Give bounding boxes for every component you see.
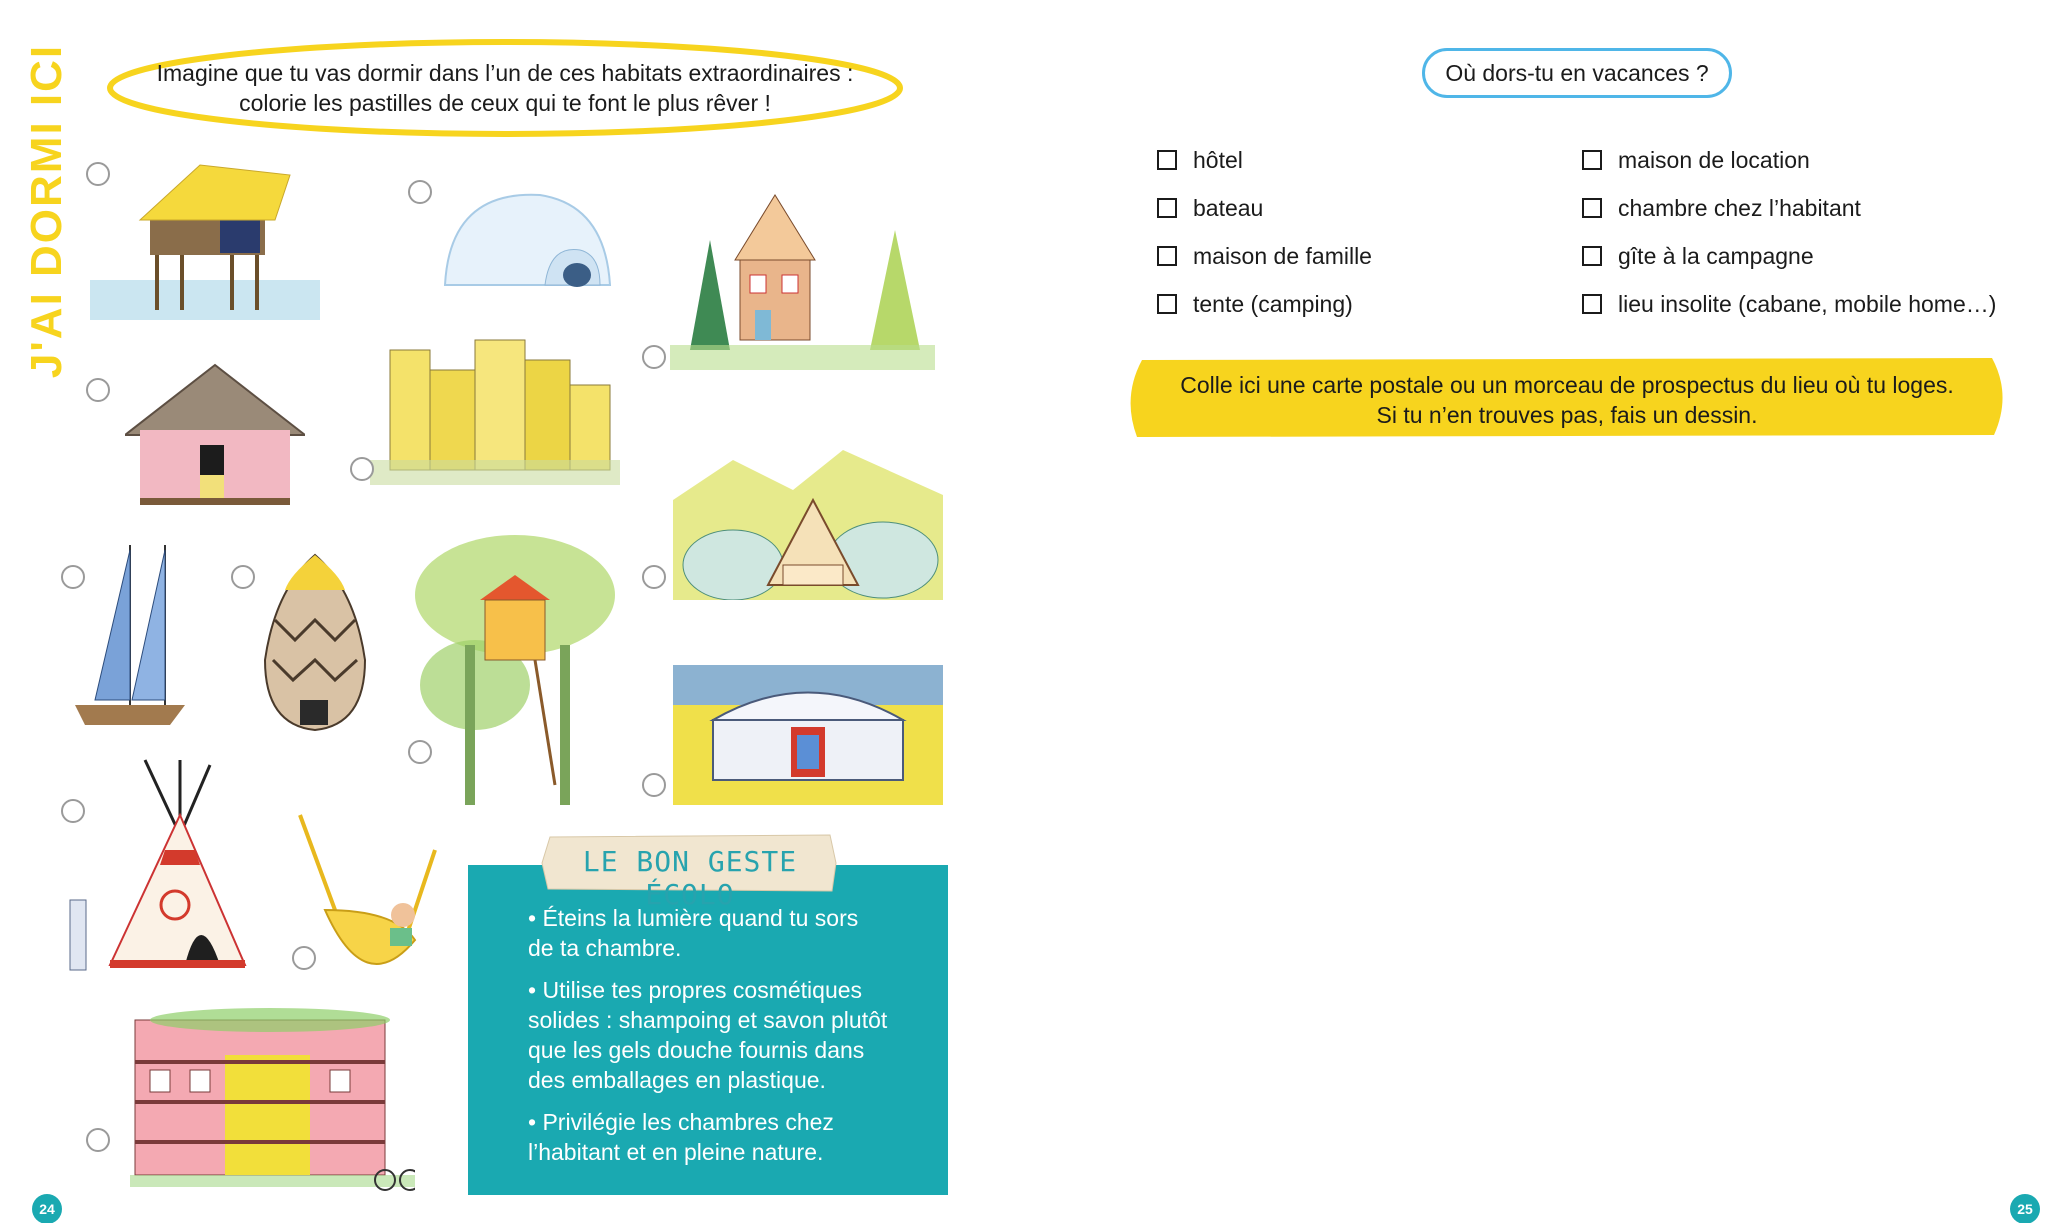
pastille-termite-hut[interactable]	[231, 565, 255, 589]
instruction-bubble	[105, 38, 905, 138]
options-column-1	[1157, 136, 1372, 328]
left-page	[0, 0, 1022, 1223]
checkbox[interactable]	[1157, 198, 1177, 218]
question-bubble: Où dors-tu en vacances ?	[1422, 48, 1732, 98]
banner-text: Colle ici une carte postale ou un morceau de prospectus du lieu où tu loges. Si tu n’en trouves pas, fais un dessin.	[1180, 372, 1954, 428]
checkbox[interactable]	[1582, 246, 1602, 266]
eco-tip: • Éteins la lumière quand tu sors de ta chambre.	[528, 903, 928, 963]
eco-tips-box	[468, 865, 948, 1195]
checkbox[interactable]	[1582, 150, 1602, 170]
page-number-right: 25	[2010, 1194, 2040, 1223]
eco-tips-list	[528, 903, 928, 1179]
pastille-tipi[interactable]	[61, 799, 85, 823]
tree-house-illustration	[415, 525, 620, 810]
pastille-yemen-city[interactable]	[350, 457, 374, 481]
eco-tip: • Privilégie les chambres chez l’habitant et en pleine nature.	[528, 1107, 928, 1167]
instruction-text: Imagine que tu vas dormir dans l’un de ces habitats extraordinaires : colorie les pastilles de ceux qui te font le plus rêver !	[156, 60, 854, 116]
option-gite[interactable]: gîte à la campagne	[1582, 232, 1996, 280]
pastille-a-frame-house[interactable]	[642, 345, 666, 369]
option-lieu-insolite[interactable]: lieu insolite (cabane, mobile home…)	[1582, 280, 1996, 328]
eco-apartments-illustration	[130, 1000, 415, 1195]
eco-tip: • Utilise tes propres cosmétiques solides : shampoing et savon plutôt que les gels douche fournis dans des emballages en plastique.	[528, 975, 928, 1095]
dome-camp-illustration	[673, 440, 943, 600]
sailboat-illustration	[70, 540, 185, 730]
option-maison-de-famille[interactable]: maison de famille	[1157, 232, 1372, 280]
option-tente[interactable]: tente (camping)	[1157, 280, 1372, 328]
pastille-stilt-hut[interactable]	[86, 162, 110, 186]
hammock-illustration	[295, 800, 440, 990]
yurt-illustration	[673, 665, 943, 805]
checkbox[interactable]	[1582, 198, 1602, 218]
option-bateau[interactable]: bateau	[1157, 184, 1372, 232]
pastille-igloo[interactable]	[408, 180, 432, 204]
round-hut-illustration	[125, 360, 305, 510]
right-page	[1022, 0, 2045, 1223]
yemen-tower-city-illustration	[370, 330, 620, 490]
tipi-illustration	[60, 755, 250, 980]
pastille-yurt[interactable]	[642, 773, 666, 797]
checkbox[interactable]	[1582, 294, 1602, 314]
checkbox[interactable]	[1157, 246, 1177, 266]
termite-hut-illustration	[255, 550, 375, 735]
option-hotel[interactable]: hôtel	[1157, 136, 1372, 184]
page-number-left: 24	[32, 1194, 62, 1223]
eco-title-ribbon: LE BON GESTE ÉCOLO	[540, 833, 840, 893]
igloo-illustration	[440, 185, 615, 295]
pastille-round-hut[interactable]	[86, 378, 110, 402]
option-chambre-chez-habitant[interactable]: chambre chez l’habitant	[1582, 184, 1996, 232]
vertical-title: J'AI DORMI ICI	[22, 43, 71, 379]
checkbox[interactable]	[1157, 150, 1177, 170]
pastille-sailboat[interactable]	[61, 565, 85, 589]
option-maison-de-location[interactable]: maison de location	[1582, 136, 1996, 184]
options-column-2	[1582, 136, 1996, 328]
stilt-hut-illustration	[90, 160, 320, 340]
postcard-banner	[1122, 355, 2012, 440]
checkbox[interactable]	[1157, 294, 1177, 314]
pastille-eco-apartments[interactable]	[86, 1128, 110, 1152]
pastille-dome-camp[interactable]	[642, 565, 666, 589]
pastille-hammock[interactable]	[292, 946, 316, 970]
pastille-tree-house[interactable]	[408, 740, 432, 764]
a-frame-house-illustration	[670, 190, 935, 375]
